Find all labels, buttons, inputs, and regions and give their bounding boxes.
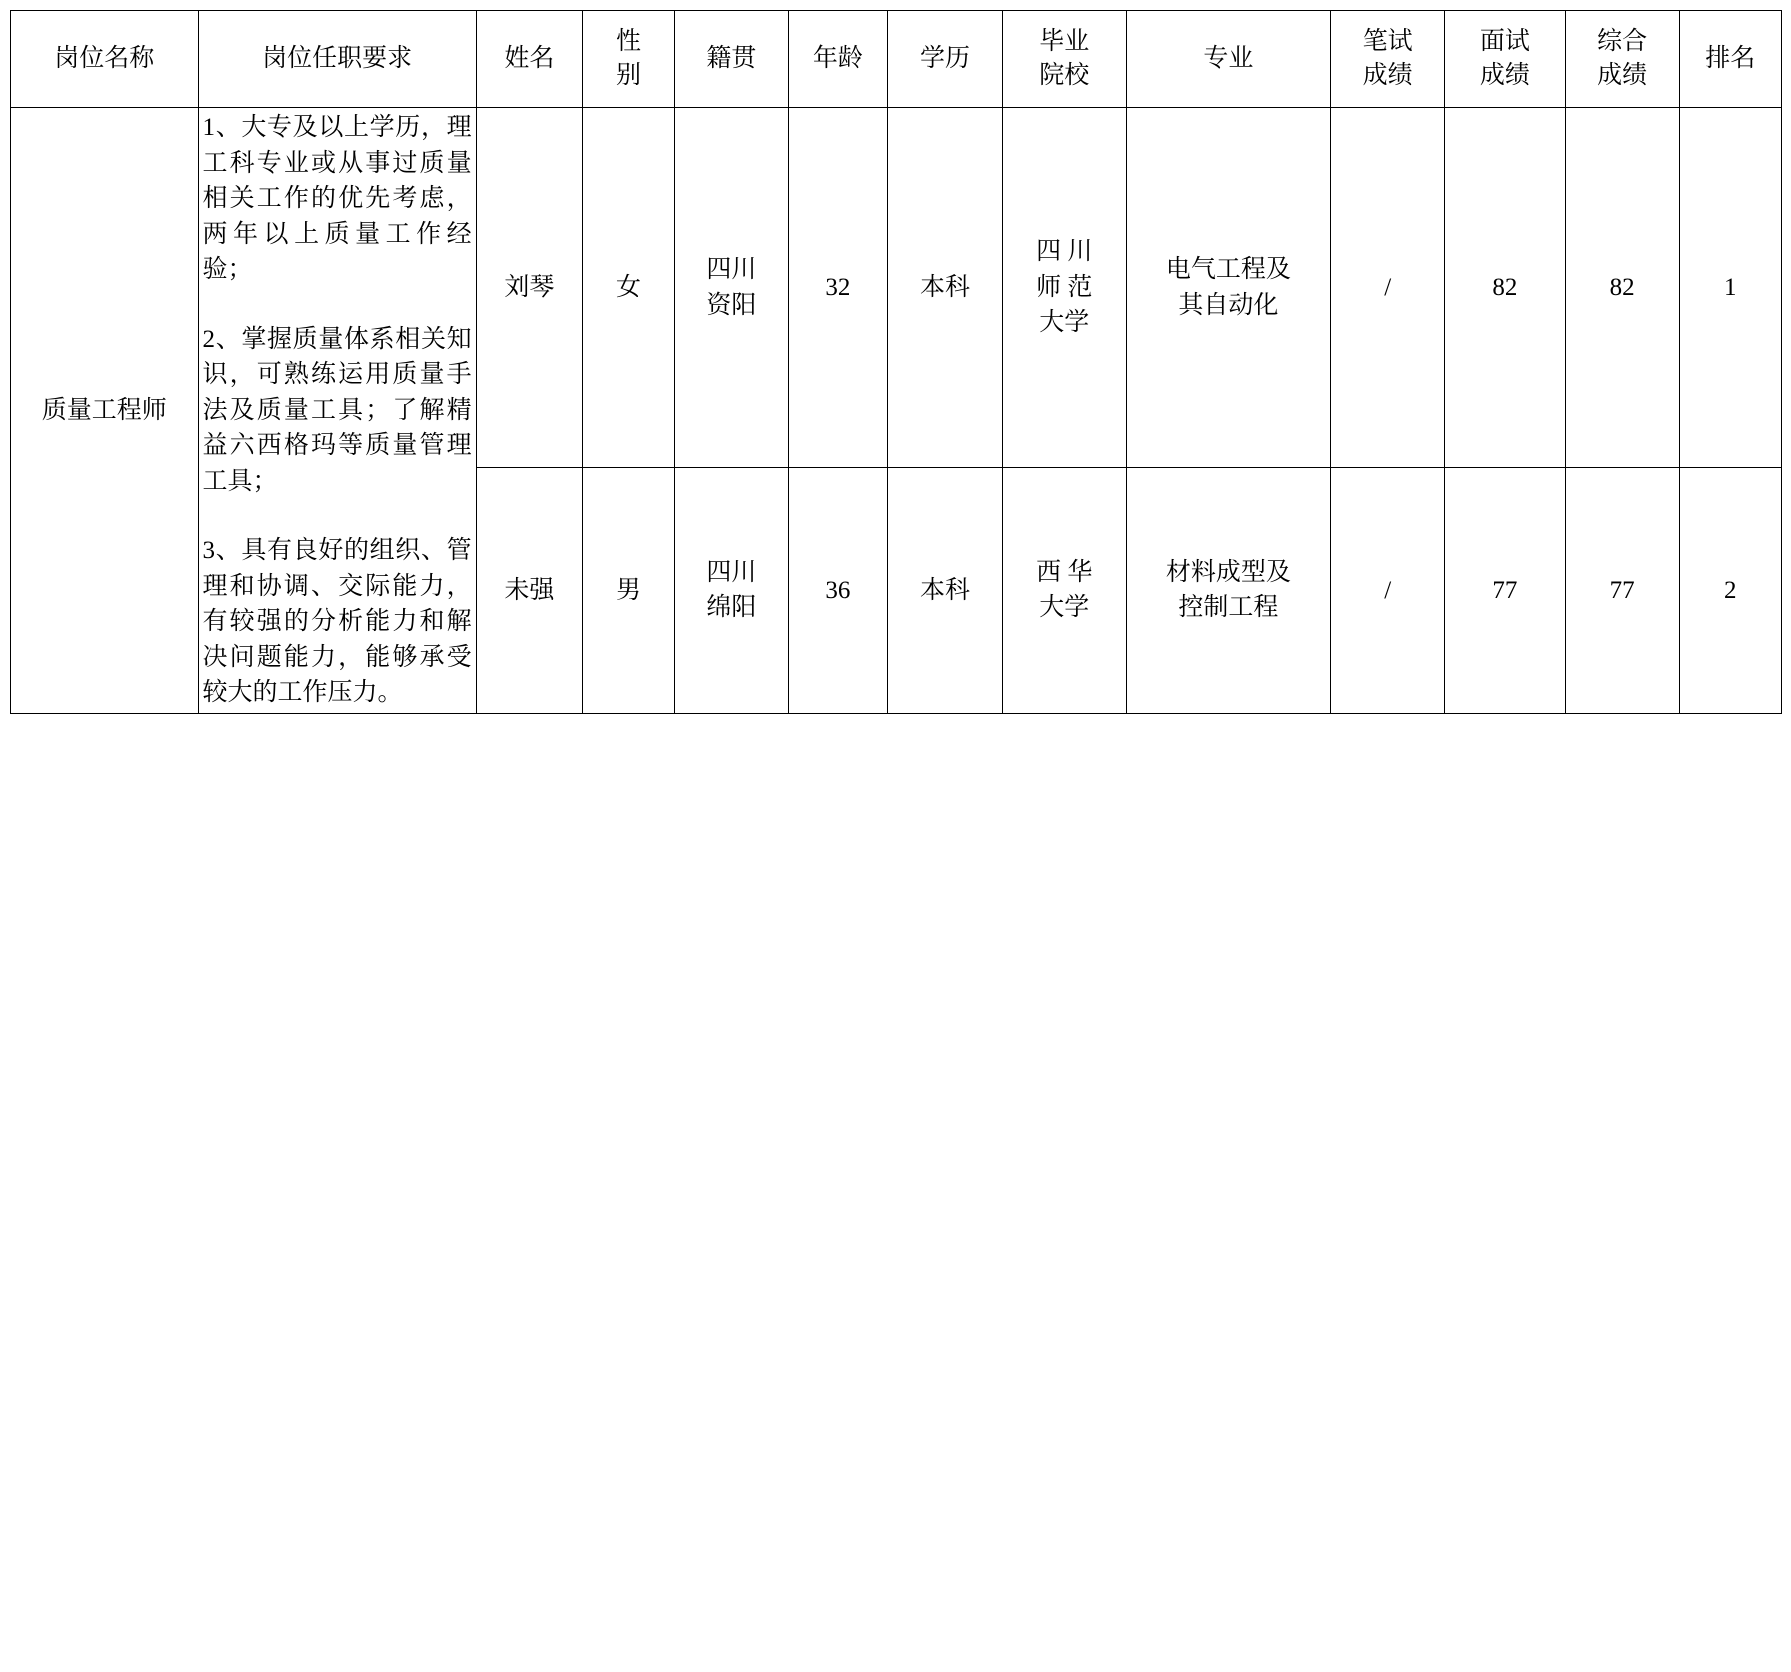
table-body: [11, 108, 1782, 714]
column-header-post-name: 岗位名称: [11, 11, 199, 108]
cell-candidate-gender: 女: [583, 108, 675, 468]
school-line2: 大学: [1039, 594, 1090, 622]
column-header-total-score-line2: 成绩: [1597, 62, 1648, 89]
column-header-name: 姓名: [476, 11, 583, 108]
major-line2: 其自动化: [1178, 291, 1279, 319]
column-header-post-requirements: 岗位任职要求: [198, 11, 476, 108]
cell-total-score: 82: [1565, 108, 1679, 468]
school-line1: 西 华: [1036, 558, 1093, 586]
table-header: [11, 11, 1782, 108]
cell-interview-score: 82: [1445, 108, 1565, 468]
cell-candidate-age: 36: [788, 468, 887, 713]
column-header-age: 年龄: [788, 11, 887, 108]
cell-candidate-name: 未强: [476, 468, 583, 713]
column-header-interview-score: [1445, 11, 1565, 108]
cell-interview-score: 77: [1445, 468, 1565, 713]
column-header-gender-line2: 别: [615, 62, 641, 89]
recruitment-result-table: [10, 10, 1782, 714]
cell-candidate-school: [1003, 108, 1127, 468]
column-header-total-score-line1: 综合: [1597, 27, 1648, 55]
column-header-interview-score-line1: 面试: [1479, 27, 1530, 55]
column-header-origin: 籍贯: [674, 11, 788, 108]
column-header-written-score-line2: 成绩: [1362, 62, 1413, 89]
column-header-rank: 排名: [1679, 11, 1781, 108]
header-row: [11, 11, 1782, 108]
cell-candidate-origin: [674, 468, 788, 713]
column-header-written-score: [1331, 11, 1445, 108]
column-header-school: [1003, 11, 1127, 108]
column-header-school-line2: 院校: [1039, 62, 1090, 89]
cell-rank: 1: [1679, 108, 1781, 468]
origin-line1: 四川: [706, 558, 757, 586]
requirement-item-1: 1、大专及以上学历，理工科专业或从事过质量相关工作的优先考虑，两年以上质量工作经验；: [202, 114, 472, 283]
cell-candidate-major: [1126, 468, 1331, 713]
cell-written-score: /: [1331, 468, 1445, 713]
origin-line2: 资阳: [706, 291, 757, 319]
origin-line1: 四川: [706, 256, 757, 284]
column-header-school-line1: 毕业: [1039, 27, 1090, 55]
cell-candidate-gender: 男: [583, 468, 675, 713]
cell-post-name: 质量工程师: [11, 108, 199, 714]
major-line2: 控制工程: [1178, 594, 1279, 622]
cell-candidate-origin: [674, 108, 788, 468]
cell-written-score: /: [1331, 108, 1445, 468]
column-header-gender-line1: 性: [615, 27, 641, 55]
cell-total-score: 77: [1565, 468, 1679, 713]
column-header-total-score: [1565, 11, 1679, 108]
school-line3: 大学: [1039, 309, 1090, 337]
major-line1: 材料成型及: [1165, 558, 1291, 586]
cell-rank: 2: [1679, 468, 1781, 713]
cell-post-requirements: [198, 108, 476, 714]
requirement-item-2: 2、掌握质量体系相关知识，可熟练运用质量手法及质量工具；了解精益六西格玛等质量管理工具；: [202, 325, 472, 495]
cell-candidate-school: [1003, 468, 1127, 713]
origin-line2: 绵阳: [706, 594, 757, 622]
requirement-item-3: 3、具有良好的组织、管理和协调、交际能力，有较强的分析能力和解决问题能力，能够承受较大的工作压力。: [202, 537, 472, 706]
column-header-major: 专业: [1126, 11, 1331, 108]
column-header-interview-score-line2: 成绩: [1479, 62, 1530, 89]
school-line1: 四 川: [1036, 238, 1093, 266]
column-header-written-score-line1: 笔试: [1362, 27, 1413, 55]
cell-candidate-major: [1126, 108, 1331, 468]
table-row: [11, 108, 1782, 468]
major-line1: 电气工程及: [1165, 256, 1291, 284]
column-header-gender: [583, 11, 675, 108]
cell-candidate-education: 本科: [887, 108, 1002, 468]
column-header-education: 学历: [887, 11, 1002, 108]
school-line2: 师 范: [1036, 273, 1093, 301]
cell-candidate-name: 刘琴: [476, 108, 583, 468]
cell-candidate-education: 本科: [887, 468, 1002, 713]
cell-candidate-age: 32: [788, 108, 887, 468]
